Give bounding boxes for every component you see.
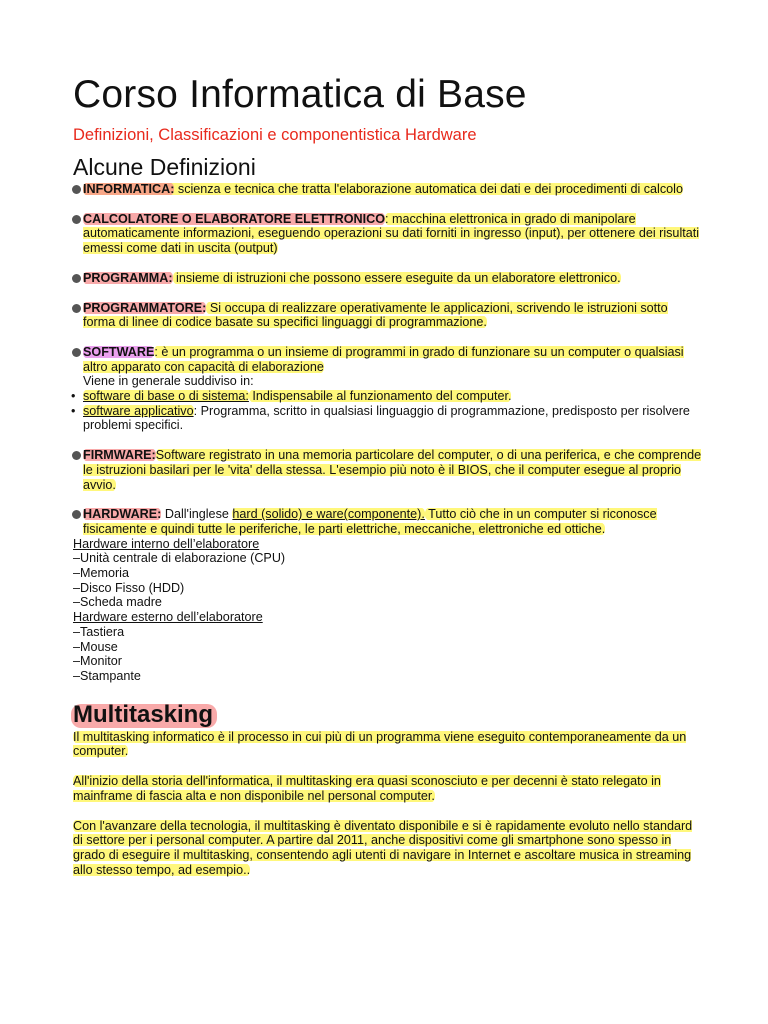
term-hardware: HARDWARE: xyxy=(83,507,162,522)
definition-calcolatore xyxy=(73,212,703,256)
definition-text: : è un programma o un insieme di programmi in grado di funzionare su un computer o qualsiasi altro apparato con capacità di elaborazione xyxy=(83,344,684,374)
multitasking-paragraph: All'inizio della storia dell'informatica, il multitasking era quasi sconosciuto e per decenni è stato relegato in mainframe di fascia alta e non disponibile nel personal computer. xyxy=(73,774,661,803)
section-heading-definizioni: Alcune Definizioni xyxy=(73,154,256,180)
bullet-icon xyxy=(72,510,81,519)
software-intro: Viene in generale suddiviso in: xyxy=(83,374,254,389)
definition-text: insieme di istruzioni che possono essere eseguite da un elaboratore elettronico. xyxy=(172,270,621,285)
bullet-icon xyxy=(72,451,81,460)
bullet-icon xyxy=(72,348,81,357)
page-subtitle: Definizioni, Classificazioni e componentistica Hardware xyxy=(73,126,477,144)
bullet-icon xyxy=(72,185,81,194)
hardware-external-item: –Monitor xyxy=(73,654,122,669)
hardware-external-item: –Stampante xyxy=(73,668,141,683)
hardware-internal-heading: Hardware interno dell’elaboratore xyxy=(73,536,260,551)
definitions-body xyxy=(73,182,703,684)
list-item: • software applicativo: Programma, scritto in qualsiasi linguaggio di programmazione, predisposto per risolvere problemi specifici. xyxy=(71,404,703,433)
section-heading-multitasking: Multitasking xyxy=(73,700,213,730)
document-page xyxy=(73,70,703,877)
definition-text: scienza e tecnica che tratta l'elaborazione automatica dei dati e dei procedimenti di calcolo xyxy=(174,182,683,196)
hardware-internal-item: –Unità centrale di elaborazione (CPU) xyxy=(73,551,286,566)
definition-text: Software registrato in una memoria particolare del computer, o di una periferica, e che comprende le istruzioni basilari per le 'vita' della stessa. L'esempio più noto è il BIOS, che il computer esegue al proprio avvio. xyxy=(83,448,702,492)
hardware-internal-item: –Scheda madre xyxy=(73,595,162,610)
bullet-icon xyxy=(72,304,81,313)
multitasking-paragraph: Con l'avanzare della tecnologia, il multitasking è diventato disponibile e si è rapidamente evoluto nello standard di settore per i personal computer. A partire dal 2011, anche dispositivi come gli smartphone sono spesso in grado di eseguire il multitasking, consentendo agli utenti di navigare in Internet e ascoltare musica in streaming allo stesso tempo, ad esempio.. xyxy=(73,818,693,877)
hardware-external-item: –Tastiera xyxy=(73,624,125,639)
definition-hardware: HARDWARE: Dall'inglese hard (solido) e ware(componente). Tutto ciò che in un computer si riconosce fisicamente e quindi tutte le periferiche, le parti elettriche, meccaniche, elettroniche ed ottiche. xyxy=(73,507,703,536)
software-types-list xyxy=(83,389,703,433)
definition-text: Si occupa di realizzare operativamente le applicazioni, scrivendo le istruzioni sotto forma di linee di codice basate su specifici linguaggi di programmazione. xyxy=(83,300,668,330)
definition-informatica xyxy=(73,182,703,197)
term-firmware: FIRMWARE: xyxy=(83,448,156,463)
hardware-internal-item: –Disco Fisso (HDD) xyxy=(73,580,185,595)
bullet-icon xyxy=(72,274,81,283)
definition-programma xyxy=(73,271,703,286)
hardware-lists xyxy=(73,537,703,684)
list-item: • software di base o di sistema: Indispensabile al funzionamento del computer. xyxy=(71,389,703,404)
term-calcolatore: CALCOLATORE O ELABORATORE ELETTRONICO xyxy=(83,211,386,226)
hardware-external-heading: Hardware esterno dell’elaboratore xyxy=(73,610,263,625)
page-title: Corso Informatica di Base xyxy=(73,73,527,116)
definition-text: : macchina elettronica in grado di manipolare automaticamente informazioni, eseguendo operazioni su dati forniti in ingresso (input), per ottenere dei risultati emessi come dati in uscita (output) xyxy=(83,211,700,256)
term-software: SOFTWARE xyxy=(83,344,155,359)
multitasking-paragraph: Il multitasking informatico è il processo in cui più di un programma viene eseguito contemporaneamente da un computer. xyxy=(73,729,687,759)
definition-programmatore xyxy=(73,301,703,330)
term-programmatore: PROGRAMMATORE: xyxy=(83,300,207,315)
term-informatica: INFORMATICA: xyxy=(83,182,175,196)
definition-software xyxy=(73,345,703,433)
definition-firmware xyxy=(73,448,703,492)
software-base-link: software di base o di sistema: xyxy=(83,389,249,404)
multitasking-body xyxy=(73,730,703,878)
hardware-external-item: –Mouse xyxy=(73,639,118,654)
software-applicativo-link: software applicativo xyxy=(83,403,194,418)
bullet-icon xyxy=(72,215,81,224)
hardware-internal-item: –Memoria xyxy=(73,566,129,581)
term-programma: PROGRAMMA: xyxy=(83,270,173,285)
